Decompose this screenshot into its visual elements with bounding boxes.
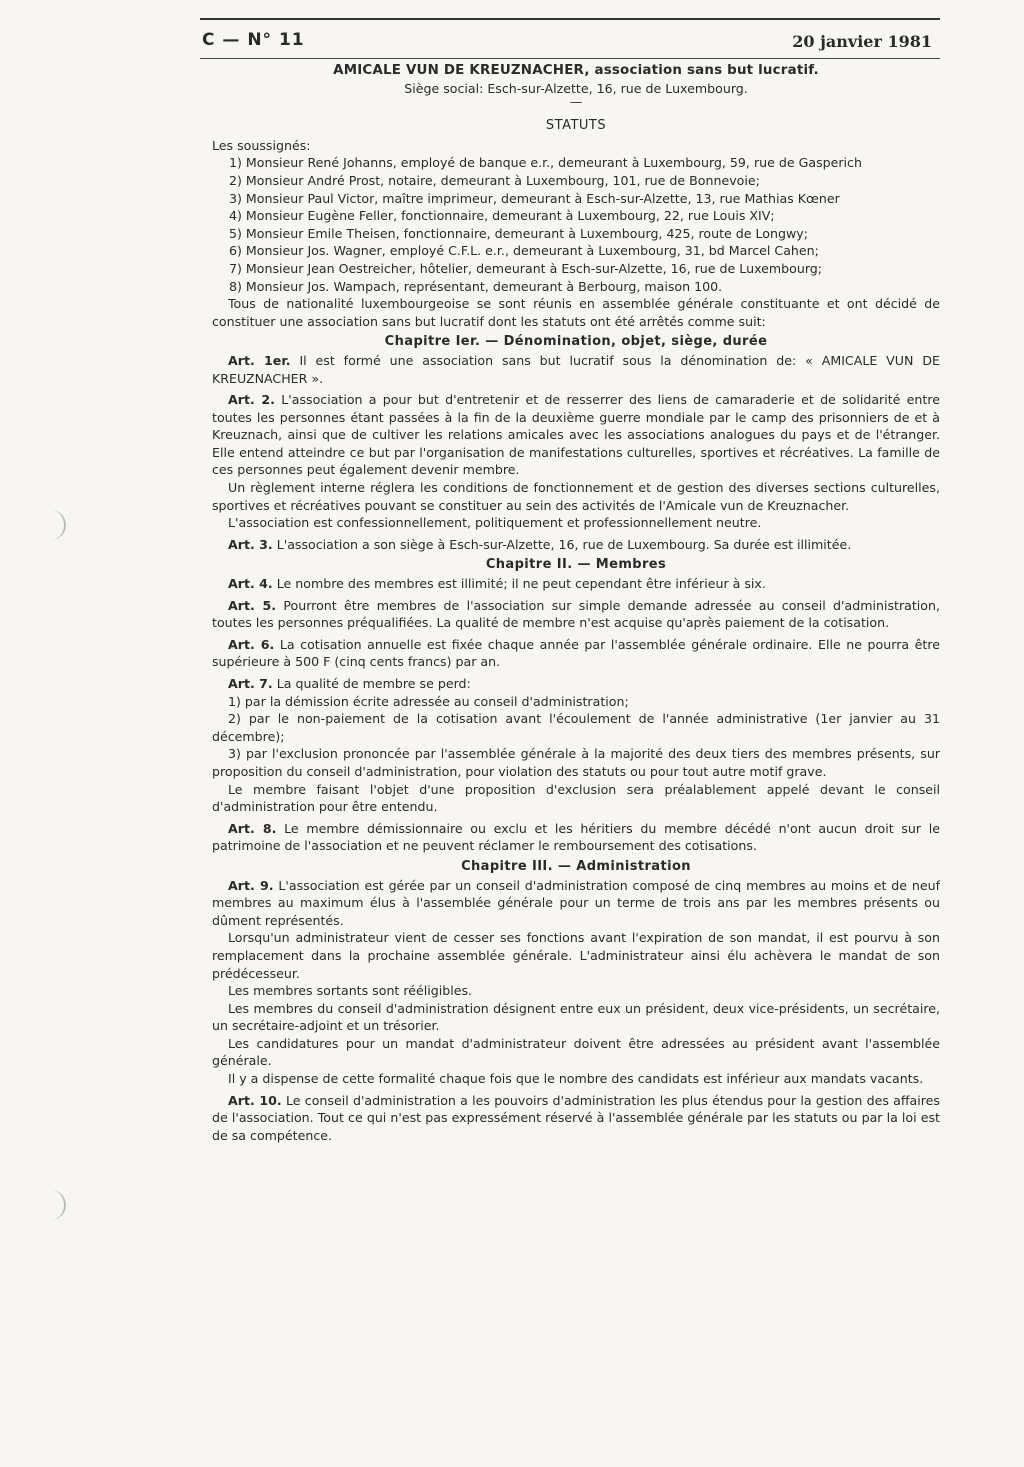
article-7	[212, 675, 940, 693]
top-rule	[200, 18, 940, 20]
article-label: Art. 2.	[228, 392, 275, 408]
member-item: 8) Monsieur Jos. Wampach, représentant, demeurant à Berbourg, maison 100.	[229, 278, 723, 294]
member-item: 6) Monsieur Jos. Wagner, employé C.F.L. e.r., demeurant à Luxembourg, 31, bd Marcel Cahen;	[229, 243, 819, 259]
article-text: Le nombre des membres est illimité; il ne peut cependant être inférieur à six.	[276, 576, 766, 592]
member-item: 5) Monsieur Emile Theisen, fonctionnaire, demeurant à Luxembourg, 425, route de Longwy;	[229, 225, 808, 241]
header-rule	[200, 58, 940, 59]
article-label: Art. 3.	[228, 536, 273, 552]
chapter-1-heading: Chapitre Ier. — Dénomination, objet, siège, durée	[384, 334, 768, 350]
article-9-paragraph: Les membres du conseil d'administration désignent entre eux un président, deux vice-présidents, un secrétaire, un secrétaire-adjoint et un trésorier.	[212, 1000, 940, 1034]
article-text: Le conseil d'administration a les pouvoirs d'administration les plus étendus pour la gestion des affaires de l'association. Tout ce qui n'est pas expressément réservé à l'assemblée générale par les statuts ou par la loi est de sa compétence.	[212, 1092, 940, 1143]
article-text: Pourront être membres de l'association sur simple demande adressée au conseil d'administration, toutes les personnes préqualifiées. La qualité de membre n'est acquise qu'après paiement de la cotisation.	[212, 597, 940, 631]
soussignes-label: Les soussignés:	[212, 137, 311, 153]
member-item: 2) Monsieur André Prost, notaire, demeurant à Luxembourg, 101, rue de Bonnevoie;	[229, 172, 760, 188]
article-7-paragraph: Le membre faisant l'objet d'une proposition d'exclusion sera préalablement appelé devant le conseil d'administration pour être entendu.	[212, 781, 940, 815]
article-label: Art. 8.	[228, 820, 277, 836]
article-label: Art. 4.	[228, 576, 273, 592]
intro-paragraph: Tous de nationalité luxembourgeoise se sont réunis en assemblée générale constituante et ont décidé de constituer une association sans but lucratif dont les statuts ont été arrêtés comme suit:	[212, 296, 940, 329]
article-6	[212, 636, 940, 671]
statuts-heading: STATUTS	[545, 118, 607, 134]
document-body	[212, 62, 940, 1144]
siege-social: Siège social: Esch-sur-Alzette, 16, rue de Luxembourg.	[404, 80, 748, 96]
chapter-2-heading: Chapitre II. — Membres	[485, 557, 667, 573]
article-9-paragraph: Les membres sortants sont rééligibles.	[228, 983, 473, 999]
member-item: 4) Monsieur Eugène Feller, fonctionnaire, demeurant à Luxembourg, 22, rue Louis XIV;	[229, 208, 775, 224]
article-10	[212, 1092, 940, 1145]
member-item: 1) Monsieur René Johanns, employé de banque e.r., demeurant à Luxembourg, 59, rue de Gasperich	[229, 155, 862, 171]
member-item: 3) Monsieur Paul Victor, maître imprimeur, demeurant à Esch-sur-Alzette, 13, rue Mathias Kœner	[229, 190, 840, 206]
article-label: Art. 5.	[228, 597, 277, 613]
article-3	[212, 536, 940, 554]
article-label: Art. 1er.	[228, 352, 291, 368]
article-8	[212, 820, 940, 855]
article-label: Art. 7.	[228, 676, 273, 691]
article-2	[212, 391, 940, 479]
article-7-item: 1) par la démission écrite adressée au conseil d'administration;	[228, 693, 629, 709]
punch-hole-mark	[50, 1190, 66, 1220]
member-item: 7) Monsieur Jean Oestreicher, hôtelier, demeurant à Esch-sur-Alzette, 16, rue de Luxembourg;	[229, 260, 823, 276]
article-2-paragraph: L'association est confessionnellement, politiquement et professionnellement neutre.	[228, 515, 762, 531]
article-text: L'association est gérée par un conseil d'administration composé de cinq membres au moins et de neuf membres au maximum élus à l'assemblée générale pour un terme de trois ans par les membres présents ou dûment représentés.	[212, 877, 941, 928]
article-text: L'association a son siège à Esch-sur-Alzette, 16, rue de Luxembourg. Sa durée est illimitée.	[276, 536, 852, 552]
article-9-paragraph: Lorsqu'un administrateur vient de cesser ses fonctions avant l'expiration de son mandat, il est pourvu à son remplacement dans la prochaine assemblée générale. L'administrateur ainsi élu achèvera le mandat de son prédécesseur.	[212, 930, 940, 981]
article-text: Le membre démissionnaire ou exclu et les héritiers du membre décédé n'ont aucun droit sur le patrimoine de l'association et ne peuvent réclamer le remboursement des cotisations.	[212, 820, 940, 854]
article-label: Art. 10.	[228, 1092, 282, 1108]
article-7-item: 2) par le non-paiement de la cotisation avant l'écoulement de l'année administrative (1er janvier au 31 décembre);	[212, 711, 940, 744]
article-text: Il est formé une association sans but lucratif sous la dénomination de: « AMICALE VUN DE KREUZNACHER ».	[212, 352, 940, 386]
association-title: AMICALE VUN DE KREUZNACHER, association sans but lucratif.	[333, 63, 819, 78]
article-4	[212, 575, 940, 593]
punch-hole-mark	[50, 510, 66, 540]
article-2-paragraph: Un règlement interne réglera les conditions de fonctionnement et de gestion des diverses sections culturelles, sportives et récréatives pouvant se constituer au sein des activités de l'Amicale vun de Kreuznacher.	[212, 480, 940, 513]
article-label: Art. 6.	[228, 636, 275, 652]
article-text: La cotisation annuelle est fixée chaque année par l'assemblée générale ordinaire. Elle ne pourra être supérieure à 500 F (cinq cents francs) par an.	[212, 636, 940, 670]
article-7-item: 3) par l'exclusion prononcée par l'assemblée générale à la majorité des deux tiers des membres présents, sur proposition du conseil d'administration, pour violation des statuts ou pour tout autre motif grave.	[212, 746, 940, 779]
chapter-3-heading: Chapitre III. — Administration	[461, 858, 691, 874]
article-1	[212, 352, 940, 387]
article-9	[212, 877, 940, 930]
article-9-paragraph: Il y a dispense de cette formalité chaque fois que le nombre des candidats est inférieur aux mandats vacants.	[228, 1071, 924, 1087]
article-label: Art. 9.	[228, 877, 274, 893]
article-text: La qualité de membre se perd:	[276, 676, 471, 691]
gazette-date: 20 janvier 1981	[792, 32, 932, 51]
article-9-paragraph: Les candidatures pour un mandat d'administrateur doivent être adressées au président avant l'assemblée générale.	[212, 1035, 940, 1069]
article-5	[212, 597, 940, 632]
article-text: L'association a pour but d'entretenir et de resserrer des liens de camaraderie et de solidarité entre toutes les personnes étant passées à la fin de la deuxième guerre mondiale par le camp des prisonniers de et à Kreuznach, ainsi que de cultiver les relations amicales avec les associations analogues du pays et de l'étranger. Elle entend atteindre ce but par l'organisation de manifestations culturelles, sportives et récréatives. La famille de ces personnes peut également devenir membre.	[212, 392, 941, 478]
separator-dash: —	[569, 94, 583, 110]
gazette-number: C — N° 11	[202, 30, 305, 50]
